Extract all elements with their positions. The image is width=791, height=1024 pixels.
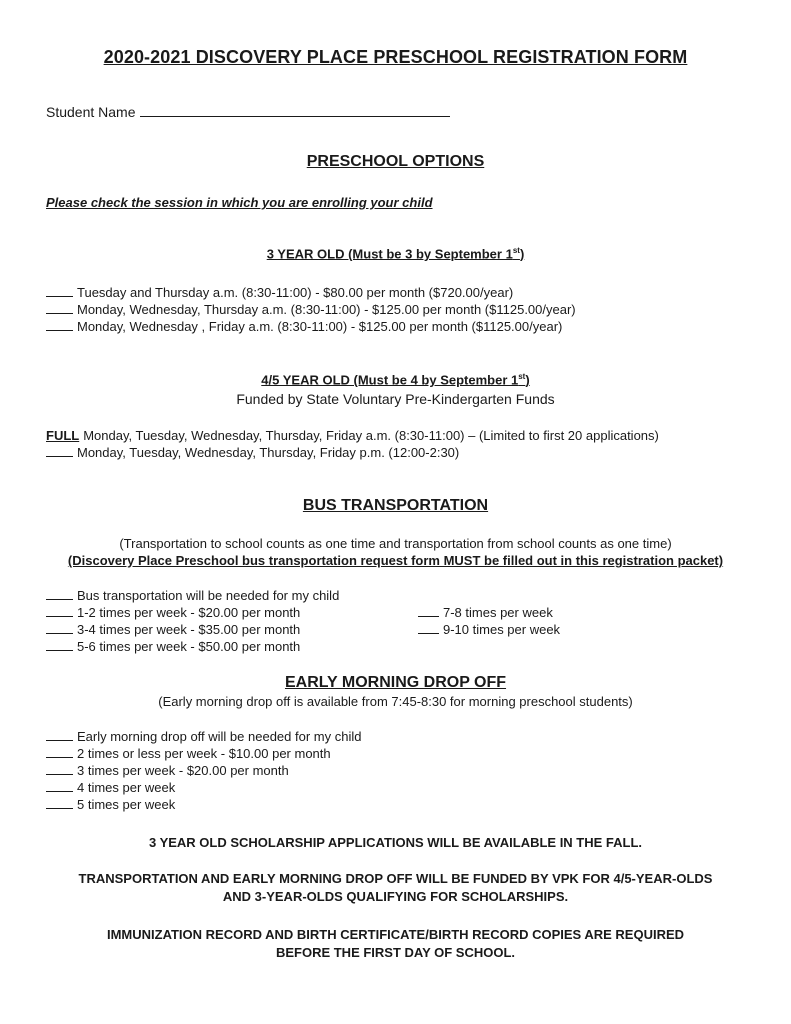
full-label: FULL (46, 428, 80, 443)
checkbox-blank[interactable] (46, 330, 73, 331)
early-dropoff-heading: EARLY MORNING DROP OFF (284, 674, 507, 691)
bus-right-options (418, 604, 560, 638)
option-label: 5 times per week (77, 797, 176, 812)
list-item (46, 745, 361, 762)
checkbox-blank[interactable] (46, 296, 73, 297)
option-label: 1-2 times per week - $20.00 per month (77, 605, 301, 620)
form-title: 2020-2021 DISCOVERY PLACE PRESCHOOL REGISTRATION FORM (103, 47, 688, 67)
four-five-heading-sup: st (518, 372, 526, 381)
student-name-label: Student Name (46, 104, 136, 120)
bus-heading: BUS TRANSPORTATION (302, 497, 489, 514)
option-label: 7-8 times per week (443, 605, 553, 620)
list-item (46, 604, 339, 621)
checkbox-blank[interactable] (46, 808, 73, 809)
three-year-heading-close: ) (519, 246, 525, 262)
funding-notice-line2: AND 3-YEAR-OLDS QUALIFYING FOR SCHOLARSHIPS. (222, 889, 569, 904)
four-five-year-heading (0, 372, 791, 387)
four-five-options (46, 427, 659, 461)
checkbox-blank[interactable] (46, 757, 73, 758)
option-label: Monday, Wednesday, Thursday a.m. (8:30-11:00) - $125.00 per month ($1125.00/year) (77, 302, 576, 317)
option-label: 3 times per week - $20.00 per month (77, 763, 289, 778)
student-name-row (46, 102, 450, 120)
checkbox-blank[interactable] (46, 616, 73, 617)
bus-note: (Transportation to school counts as one time and transportation from school counts as one time) (119, 536, 672, 551)
list-item (46, 728, 361, 745)
list-item (46, 318, 576, 335)
three-year-heading (0, 246, 791, 261)
checkbox-blank[interactable] (46, 740, 73, 741)
list-item (46, 587, 339, 604)
list-item (46, 284, 576, 301)
list-item (46, 638, 339, 655)
three-year-heading-text: 3 YEAR OLD (Must be 3 by September 1 (266, 246, 513, 262)
option-label: 5-6 times per week - $50.00 per month (77, 639, 301, 654)
preschool-options-heading: PRESCHOOL OPTIONS (306, 153, 485, 170)
option-label: 4 times per week (77, 780, 176, 795)
bus-left-options (46, 587, 339, 655)
list-item (46, 779, 361, 796)
checkbox-blank[interactable] (46, 791, 73, 792)
checkbox-blank[interactable] (46, 456, 73, 457)
checkbox-blank[interactable] (46, 599, 73, 600)
option-label: Monday, Wednesday , Friday a.m. (8:30-11:00) - $125.00 per month ($1125.00/year) (77, 319, 563, 334)
option-label: Early morning drop off will be needed for my child (77, 729, 362, 744)
student-name-field[interactable] (140, 102, 450, 117)
list-item (46, 444, 659, 461)
checkbox-blank[interactable] (418, 616, 439, 617)
three-year-options (46, 284, 576, 335)
option-label: Monday, Tuesday, Wednesday, Thursday, Friday a.m. (8:30-11:00) – (Limited to first 20 applications) (83, 428, 659, 443)
list-item (418, 621, 560, 638)
three-year-heading-sup: st (512, 246, 520, 255)
option-label: 2 times or less per week - $10.00 per month (77, 746, 331, 761)
list-item (46, 796, 361, 813)
checkbox-blank[interactable] (46, 633, 73, 634)
early-dropoff-options (46, 728, 361, 813)
records-notice-line2: BEFORE THE FIRST DAY OF SCHOOL. (275, 945, 516, 960)
list-item (46, 621, 339, 638)
option-label: Monday, Tuesday, Wednesday, Thursday, Friday p.m. (12:00-2:30) (77, 445, 460, 460)
funding-notice-line1: TRANSPORTATION AND EARLY MORNING DROP OFF WILL BE FUNDED BY VPK FOR 4/5-YEAR-OLDS (78, 871, 713, 886)
checkbox-blank[interactable] (46, 774, 73, 775)
early-dropoff-note: (Early morning drop off is available from 7:45-8:30 for morning preschool students) (158, 694, 633, 709)
list-item (418, 604, 560, 621)
list-item (46, 762, 361, 779)
list-item (46, 301, 576, 318)
scholarship-notice: 3 YEAR OLD SCHOLARSHIP APPLICATIONS WILL BE AVAILABLE IN THE FALL. (148, 835, 643, 850)
list-item (46, 427, 659, 444)
preschool-instruction: Please check the session in which you are enrolling your child (46, 195, 433, 210)
bus-warning: (Discovery Place Preschool bus transportation request form MUST be filled out in this registration packet) (67, 553, 724, 568)
option-label: 9-10 times per week (443, 622, 561, 637)
option-label: Bus transportation will be needed for my child (77, 588, 340, 603)
option-label: 3-4 times per week - $35.00 per month (77, 622, 301, 637)
four-five-heading-text: 4/5 YEAR OLD (Must be 4 by September 1 (261, 372, 519, 388)
vpk-funding-note: Funded by State Voluntary Pre-Kindergarten Funds (236, 391, 555, 407)
option-label: Tuesday and Thursday a.m. (8:30-11:00) - $80.00 per month ($720.00/year) (77, 285, 514, 300)
checkbox-blank[interactable] (46, 650, 73, 651)
four-five-heading-close: ) (525, 372, 530, 388)
records-notice-line1: IMMUNIZATION RECORD AND BIRTH CERTIFICATE/BIRTH RECORD COPIES ARE REQUIRED (106, 927, 685, 942)
checkbox-blank[interactable] (46, 313, 73, 314)
checkbox-blank[interactable] (418, 633, 439, 634)
